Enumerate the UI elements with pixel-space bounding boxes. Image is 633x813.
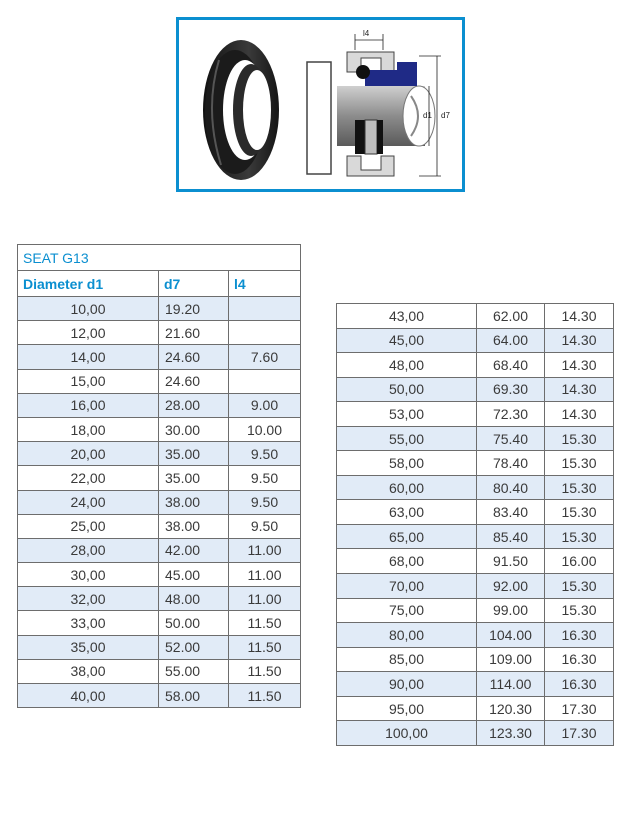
table-row <box>18 611 301 635</box>
table-row <box>337 696 614 721</box>
cell-d7: 19.20 <box>159 297 229 321</box>
cell-d7: 24.60 <box>159 369 229 393</box>
cell-diameter-d1: 58,00 <box>337 451 477 476</box>
o-ring <box>356 65 370 79</box>
cell-diameter-d1: 55,00 <box>337 426 477 451</box>
table-row <box>337 402 614 427</box>
cell-diameter-d1: 70,00 <box>337 574 477 599</box>
cell-l4: 14.30 <box>545 377 614 402</box>
cell-d7: 48.00 <box>159 587 229 611</box>
table-row <box>337 549 614 574</box>
cell-diameter-d1: 90,00 <box>337 672 477 697</box>
header-l4: l4 <box>229 271 301 297</box>
cell-d7: 104.00 <box>477 623 545 648</box>
cell-d7: 21.60 <box>159 321 229 345</box>
table-row <box>337 598 614 623</box>
dim-label-d1: d1 <box>423 111 432 120</box>
cell-d7: 78.40 <box>477 451 545 476</box>
cell-diameter-d1: 80,00 <box>337 623 477 648</box>
cell-l4: 17.30 <box>545 696 614 721</box>
cell-d7: 120.30 <box>477 696 545 721</box>
cell-diameter-d1: 60,00 <box>337 475 477 500</box>
cell-l4: 9.50 <box>229 514 301 538</box>
table-row <box>337 672 614 697</box>
cell-d7: 72.30 <box>477 402 545 427</box>
table-row <box>337 304 614 329</box>
cell-d7: 35.00 <box>159 442 229 466</box>
cell-d7: 80.40 <box>477 475 545 500</box>
seat-face <box>307 62 331 174</box>
cell-diameter-d1: 12,00 <box>18 321 159 345</box>
cell-d7: 92.00 <box>477 574 545 599</box>
cell-l4: 10.00 <box>229 417 301 441</box>
cell-d7: 35.00 <box>159 466 229 490</box>
header-d7: d7 <box>159 271 229 297</box>
cell-diameter-d1: 20,00 <box>18 442 159 466</box>
cell-d7: 52.00 <box>159 635 229 659</box>
table-row <box>337 721 614 746</box>
table-row <box>18 466 301 490</box>
table-row <box>18 563 301 587</box>
table-row <box>18 587 301 611</box>
table-row <box>18 345 301 369</box>
table-row <box>18 538 301 562</box>
table-row <box>337 426 614 451</box>
cell-diameter-d1: 25,00 <box>18 514 159 538</box>
cell-diameter-d1: 35,00 <box>18 635 159 659</box>
table-row <box>18 297 301 321</box>
cell-l4: 9.50 <box>229 442 301 466</box>
dim-label-d7: d7 <box>441 111 450 120</box>
table-row <box>18 417 301 441</box>
cell-diameter-d1: 48,00 <box>337 353 477 378</box>
cell-d7: 50.00 <box>159 611 229 635</box>
cell-l4: 9.50 <box>229 466 301 490</box>
cell-l4: 15.30 <box>545 451 614 476</box>
header-diameter-d1: Diameter d1 <box>18 271 159 297</box>
table-row <box>18 393 301 417</box>
cell-l4: 17.30 <box>545 721 614 746</box>
cell-d7: 91.50 <box>477 549 545 574</box>
cell-l4: 15.30 <box>545 426 614 451</box>
table-row <box>18 684 301 708</box>
cell-diameter-d1: 33,00 <box>18 611 159 635</box>
table-row <box>18 490 301 514</box>
cell-d7: 109.00 <box>477 647 545 672</box>
cell-d7: 68.40 <box>477 353 545 378</box>
table-row <box>18 514 301 538</box>
cell-diameter-d1: 53,00 <box>337 402 477 427</box>
cell-diameter-d1: 40,00 <box>18 684 159 708</box>
cell-l4: 16.30 <box>545 623 614 648</box>
cell-d7: 55.00 <box>159 659 229 683</box>
cell-diameter-d1: 28,00 <box>18 538 159 562</box>
table-row <box>337 377 614 402</box>
cell-diameter-d1: 18,00 <box>18 417 159 441</box>
cell-diameter-d1: 43,00 <box>337 304 477 329</box>
cell-l4: 11.00 <box>229 587 301 611</box>
cell-diameter-d1: 38,00 <box>18 659 159 683</box>
cell-d7: 62.00 <box>477 304 545 329</box>
cell-diameter-d1: 14,00 <box>18 345 159 369</box>
table-row <box>337 623 614 648</box>
cell-diameter-d1: 32,00 <box>18 587 159 611</box>
cell-l4: 15.30 <box>545 598 614 623</box>
cell-d7: 42.00 <box>159 538 229 562</box>
cell-l4: 9.00 <box>229 393 301 417</box>
seat-drawing <box>179 20 462 189</box>
cell-d7: 69.30 <box>477 377 545 402</box>
cell-l4: 14.30 <box>545 402 614 427</box>
cell-l4 <box>229 321 301 345</box>
table-row <box>337 524 614 549</box>
cell-diameter-d1: 50,00 <box>337 377 477 402</box>
cell-d7: 58.00 <box>159 684 229 708</box>
cell-diameter-d1: 65,00 <box>337 524 477 549</box>
cell-l4: 11.00 <box>229 538 301 562</box>
cell-diameter-d1: 63,00 <box>337 500 477 525</box>
table-row <box>18 369 301 393</box>
cell-d7: 64.00 <box>477 328 545 353</box>
cell-diameter-d1: 95,00 <box>337 696 477 721</box>
table-title: SEAT G13 <box>18 245 301 271</box>
cell-l4: 11.00 <box>229 563 301 587</box>
cell-diameter-d1: 16,00 <box>18 393 159 417</box>
rubber-ring-image <box>203 40 279 180</box>
table-row <box>337 451 614 476</box>
cell-l4: 9.50 <box>229 490 301 514</box>
cell-l4 <box>229 369 301 393</box>
table-row <box>337 574 614 599</box>
table-row <box>18 442 301 466</box>
cell-diameter-d1: 22,00 <box>18 466 159 490</box>
cell-d7: 38.00 <box>159 514 229 538</box>
cell-d7: 85.40 <box>477 524 545 549</box>
cell-diameter-d1: 85,00 <box>337 647 477 672</box>
cell-diameter-d1: 10,00 <box>18 297 159 321</box>
cell-l4: 11.50 <box>229 611 301 635</box>
cell-d7: 38.00 <box>159 490 229 514</box>
cell-diameter-d1: 24,00 <box>18 490 159 514</box>
table-row <box>337 647 614 672</box>
cell-diameter-d1: 45,00 <box>337 328 477 353</box>
cell-d7: 30.00 <box>159 417 229 441</box>
cell-l4: 15.30 <box>545 500 614 525</box>
cell-diameter-d1: 75,00 <box>337 598 477 623</box>
cell-d7: 99.00 <box>477 598 545 623</box>
cell-l4: 16.30 <box>545 672 614 697</box>
cell-d7: 123.30 <box>477 721 545 746</box>
table-row <box>337 500 614 525</box>
cell-l4 <box>229 297 301 321</box>
cell-d7: 24.60 <box>159 345 229 369</box>
cell-diameter-d1: 30,00 <box>18 563 159 587</box>
cell-d7: 75.40 <box>477 426 545 451</box>
table-row <box>18 321 301 345</box>
seat-g13-table-continued <box>336 303 614 746</box>
cell-d7: 83.40 <box>477 500 545 525</box>
cell-diameter-d1: 100,00 <box>337 721 477 746</box>
cell-l4: 15.30 <box>545 524 614 549</box>
cell-diameter-d1: 68,00 <box>337 549 477 574</box>
table-row <box>18 635 301 659</box>
product-figure <box>176 17 465 192</box>
table-row <box>337 328 614 353</box>
left-table-body <box>18 297 301 708</box>
cell-d7: 45.00 <box>159 563 229 587</box>
table-row <box>337 353 614 378</box>
cell-l4: 11.50 <box>229 659 301 683</box>
cell-l4: 14.30 <box>545 304 614 329</box>
cell-d7: 28.00 <box>159 393 229 417</box>
cell-l4: 14.30 <box>545 353 614 378</box>
cell-l4: 15.30 <box>545 574 614 599</box>
cell-l4: 16.30 <box>545 647 614 672</box>
cell-l4: 15.30 <box>545 475 614 500</box>
seat-g13-table <box>17 244 301 708</box>
right-table-body <box>337 304 614 746</box>
cell-l4: 14.30 <box>545 328 614 353</box>
cell-l4: 16.00 <box>545 549 614 574</box>
dim-label-l4: l4 <box>363 29 370 38</box>
table-row <box>18 659 301 683</box>
table-row <box>337 475 614 500</box>
cell-l4: 7.60 <box>229 345 301 369</box>
cell-d7: 114.00 <box>477 672 545 697</box>
cell-l4: 11.50 <box>229 635 301 659</box>
cell-diameter-d1: 15,00 <box>18 369 159 393</box>
cell-l4: 11.50 <box>229 684 301 708</box>
